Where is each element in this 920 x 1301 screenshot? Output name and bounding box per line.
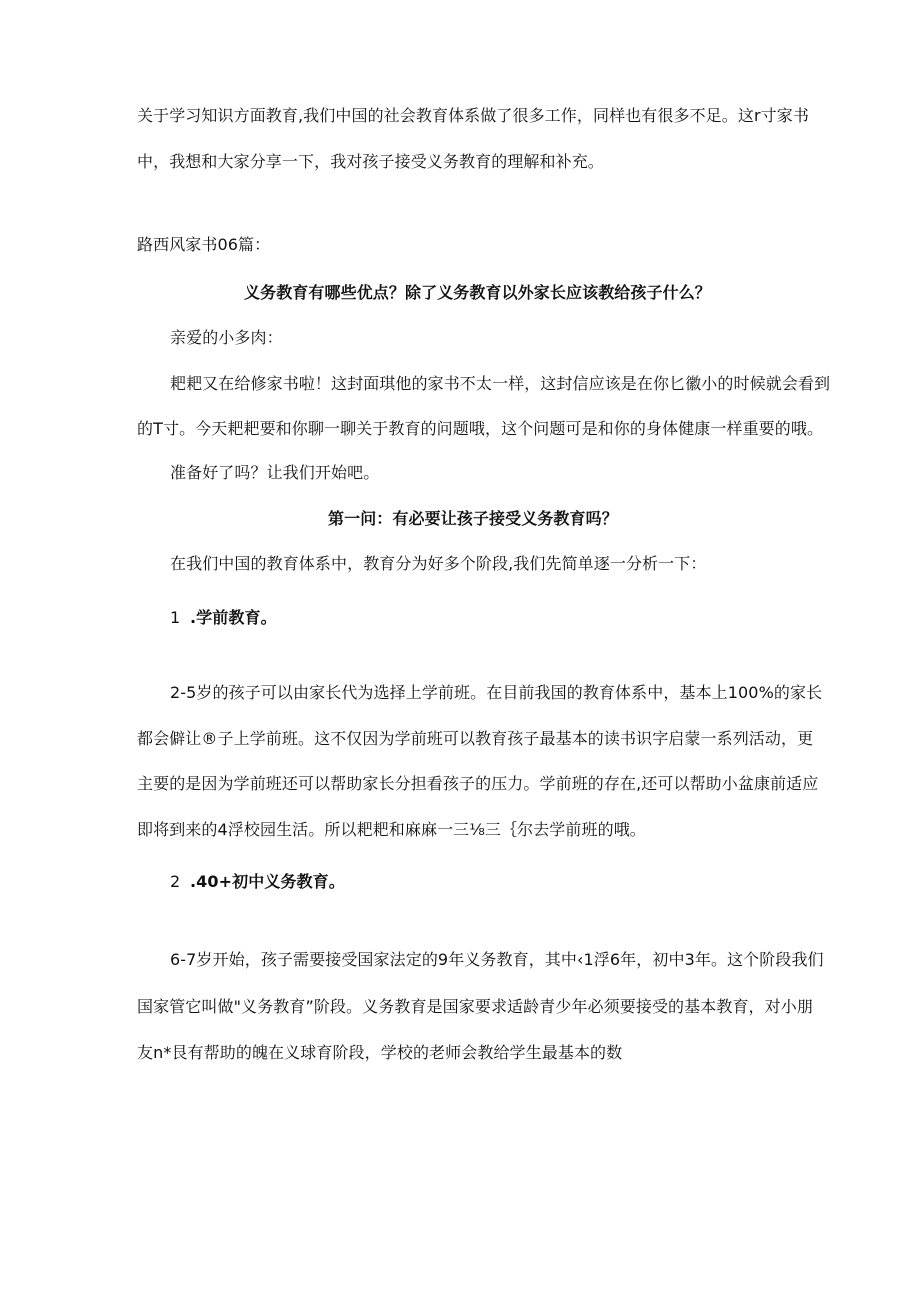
series-label: 路西风家书06篇： xyxy=(137,235,271,254)
paragraph-1-line-2: 的T寸。今天耙耙要和你聊一聊关于教育的问题哦，这个问题可是和你的身体健康一样重要的哦。 xyxy=(137,419,824,438)
item-1-body-line-3: 主要的是因为学前班还可以帮助家长分担看孩子的压力。学前班的存在,还可以帮助小盆康前适应 xyxy=(137,774,819,793)
letter-title: 义务教育有哪些优点？除了义务教育以外家长应该教给孩子什么？ xyxy=(244,283,711,302)
item-1-body-line-1: 2-5岁的孩子可以由家长代为选择上学前班。在目前我国的教育体系中，基本上100%的家长 xyxy=(170,683,823,702)
section-1-heading: 第一问：有必要让孩子接受义务教育吗？ xyxy=(328,509,618,528)
item-2-number: 2 xyxy=(170,872,181,891)
intro-line-2: 中，我想和大家分享一下，我对孩子接受义务教育的理解和补充。 xyxy=(137,152,604,171)
item-2-title: .40+初中义务教育。 xyxy=(190,872,345,891)
greeting: 亲爱的小多肉： xyxy=(170,328,283,347)
section-1-intro: 在我们中国的教育体系中，教育分为好多个阶段,我们先简单逐一分析一下： xyxy=(170,554,707,573)
item-2-body-line-1: 6-7岁开始，孩子需要接受国家法定的9年义务教育，其中‹1浮6年，初中3年。这个阶段我们 xyxy=(170,950,824,969)
item-1-body-line-2: 都会僻让®子上学前班。这不仅因为学前班可以教育孩子最基本的读书识字启蒙一系列活动，更 xyxy=(137,729,814,748)
item-2-body-line-3: 友n*艮有帮助的魄在义球育阶段，学校的老师会教给学生最基本的数 xyxy=(137,1043,623,1062)
paragraph-1-line-1: 耙耙又在给修家书啦！这封面琪他的家书不太一样，这封信应该是在你匕徽小的时候就会看到 xyxy=(170,374,831,393)
item-1-body-line-4: 即将到来的4浮校园生活。所以耙耙和麻麻一三⅛三｛尔去学前班的哦。 xyxy=(137,820,646,839)
item-1-title: .学前教育。 xyxy=(190,608,277,627)
item-1-number: 1 xyxy=(170,608,181,627)
item-2-body-line-2: 国家管它叫做"义务教育”阶段。义务教育是国家要求适龄青少年必须要接受的基本教育，对小朋 xyxy=(137,997,813,1016)
intro-line-1: 关于学习知识方面教育,我们中国的社会教育体系做了很多工作，同样也有很多不足。这r寸家书 xyxy=(137,106,809,125)
paragraph-2: 准备好了吗？让我们开始吧。 xyxy=(170,463,380,482)
